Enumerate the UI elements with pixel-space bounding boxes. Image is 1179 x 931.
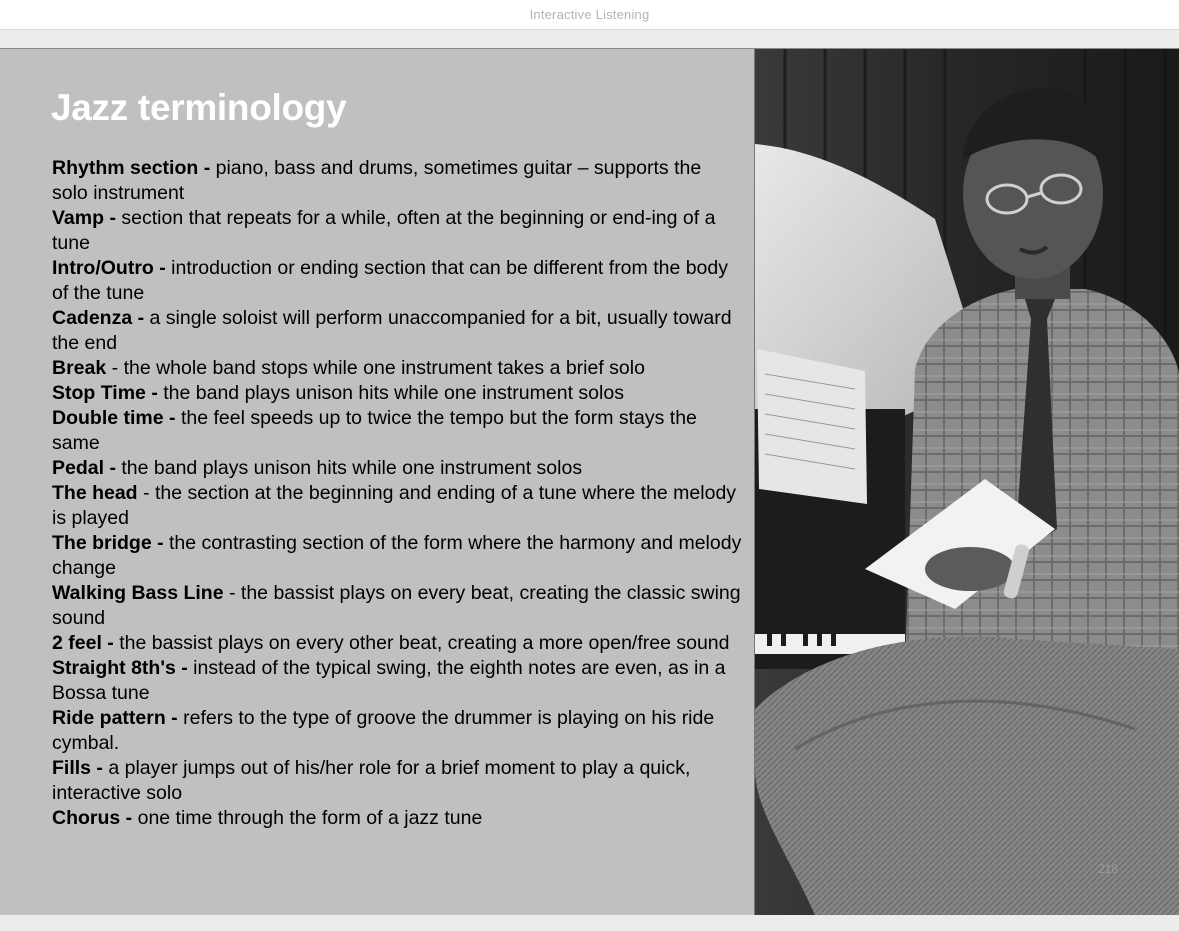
term-separator: - (151, 532, 170, 554)
term-separator: - (91, 757, 109, 779)
term-name: Pedal (52, 457, 105, 479)
term-definition: the contrasting section of the form where the harmony and melody change (52, 532, 742, 579)
term-separator: - (175, 657, 194, 679)
term-name: Ride pattern (52, 707, 166, 729)
term-definition: the bassist plays on every beat, creating the classic swing sound (52, 582, 741, 629)
term-separator: - (120, 807, 138, 829)
window-title: Interactive Listening (529, 7, 650, 22)
term-name: Walking Bass Line (52, 582, 224, 604)
term-name: Cadenza (52, 307, 133, 329)
term-name: The bridge (52, 532, 152, 554)
term-list (52, 156, 742, 850)
term-item (52, 206, 742, 256)
term-item (52, 156, 742, 206)
term-definition: piano, bass and drums, sometimes guitar – supports the solo instrument (52, 157, 702, 204)
term-separator: - (153, 257, 172, 279)
term-name: Rhythm section (52, 157, 199, 179)
term-definition: section that repeats for a while, often at the beginning or end-ing of a tune (52, 207, 716, 254)
term-separator: - (223, 582, 241, 604)
term-name: Straight 8th's (52, 657, 176, 679)
term-item (52, 356, 742, 381)
term-item (52, 806, 742, 831)
term-item (52, 631, 742, 656)
term-name: Fills (52, 757, 92, 779)
term-name: Double time (52, 407, 164, 429)
musician-photo (754, 49, 1179, 915)
bottom-bar (0, 915, 1179, 931)
term-name: Break (52, 357, 107, 379)
window-titlebar (0, 0, 1179, 30)
term-item (52, 306, 742, 356)
term-item (52, 531, 742, 581)
term-name: 2 feel (52, 632, 102, 654)
term-separator: - (132, 307, 150, 329)
term-item (52, 656, 742, 706)
term-definition: a single soloist will perform unaccompanied for a bit, usually toward the end (52, 307, 732, 354)
term-definition: the band plays unison hits while one instrument solos (163, 382, 624, 404)
term-separator: - (165, 707, 184, 729)
term-separator: - (104, 207, 122, 229)
term-name: Stop Time (52, 382, 146, 404)
term-item (52, 381, 742, 406)
term-definition: instead of the typical swing, the eighth notes are even, as in a Bossa tune (52, 657, 726, 704)
slide-text-panel (0, 49, 754, 915)
term-definition: the band plays unison hits while one instrument solos (121, 457, 583, 479)
term-definition: the section at the beginning and ending of a tune where the melody is played (52, 482, 737, 529)
slide-title: Jazz terminology (51, 87, 347, 128)
term-name: The head (52, 482, 138, 504)
term-definition: the whole band stops while one instrument takes a brief solo (123, 357, 645, 379)
toolbar-strip (0, 30, 1179, 49)
term-definition: one time through the form of a jazz tune (137, 807, 483, 829)
term-separator: - (198, 157, 216, 179)
term-name: Vamp (52, 207, 105, 229)
term-separator: - (163, 407, 181, 429)
term-separator: - (106, 357, 124, 379)
term-separator: - (137, 482, 155, 504)
term-separator: - (145, 382, 164, 404)
term-separator: - (104, 457, 122, 479)
term-item (52, 581, 742, 631)
term-definition: the bassist plays on every other beat, creating a more open/free sound (119, 632, 730, 654)
term-item (52, 756, 742, 806)
term-name: Intro/Outro (52, 257, 154, 279)
term-item (52, 481, 742, 531)
term-definition: a player jumps out of his/her role for a brief moment to play a quick, interactive solo (52, 757, 691, 804)
term-separator: - (101, 632, 120, 654)
term-item (52, 406, 742, 456)
term-definition: introduction or ending section that can be different from the body of the tune (52, 257, 728, 304)
term-item (52, 706, 742, 756)
photo-page-number: 218 (1098, 862, 1119, 876)
slide (0, 49, 1179, 915)
term-definition: refers to the type of groove the drummer is playing on his ride cymbal. (52, 707, 715, 754)
term-item (52, 456, 742, 481)
term-item (52, 256, 742, 306)
term-definition: the feel speeds up to twice the tempo but the form stays the same (52, 407, 697, 454)
term-name: Chorus (52, 807, 121, 829)
